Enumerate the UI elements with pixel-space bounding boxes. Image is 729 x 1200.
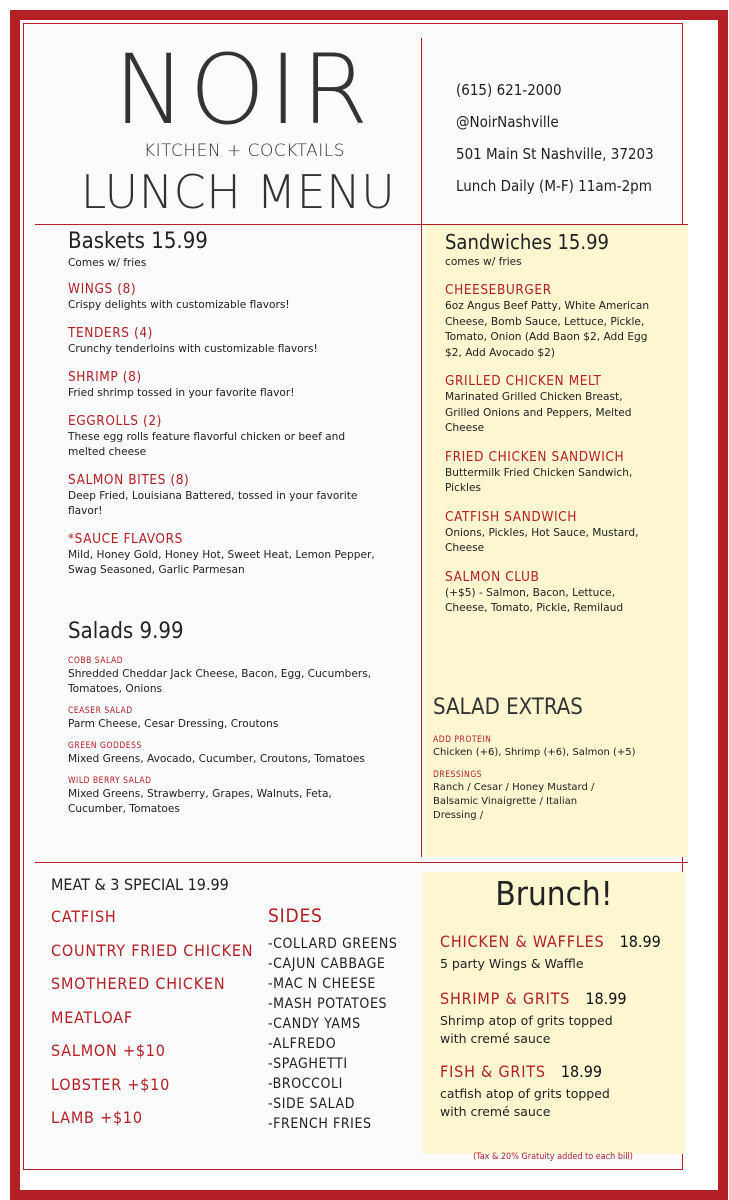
list-item: -CAJUN CABBAGE [268,956,386,972]
list-item [445,282,660,361]
add-protein-label: ADD PROTEIN [433,735,492,745]
item-desc: Shrimp atop of grits topped with cremé sauce [440,1013,613,1046]
item-name: *SAUCE FLAVORS [68,531,183,547]
list-item [445,509,660,557]
salad-extras-section [433,693,673,823]
list-item: -MAC N CHEESE [268,976,376,992]
item-desc: Onions, Pickles, Hot Sauce, Mustard, Cheese [445,526,639,554]
item-desc: Mixed Greens, Strawberry, Grapes, Walnuts, Feta, Cucumber, Tomatoes [68,788,332,815]
list-item [68,741,408,767]
list-item: SALMON +$10 [51,1041,166,1060]
item-name: SALMON CLUB [445,568,540,585]
sandwiches-title: Sandwiches 15.99 [445,230,609,254]
item-name: GREEN GODDESS [68,741,142,751]
salad-extras-title: SALAD EXTRAS [433,695,583,720]
item-desc: Crunchy tenderloins with customizable flavors! [68,343,318,355]
list-item [68,325,408,357]
item-name: EGGROLLS (2) [68,413,162,429]
list-item [440,932,670,973]
item-name: SHRIMP (8) [68,369,142,385]
item-desc: catfish atop of grits topped with cremé sauce [440,1086,610,1119]
brand-logo [108,34,378,146]
item-desc: Marinated Grilled Chicken Breast, Grilled Onions and Peppers, Melted Cheese [445,391,632,434]
item-desc: Fried shrimp tossed in your favorite flavor! [68,387,295,399]
brunch-title: Brunch! [495,874,613,913]
brand-tagline: KITCHEN + COCKTAILS [143,141,346,161]
list-item: -SIDE SALAD [268,1096,356,1112]
item-desc: 6oz Angus Beef Patty, White American Cheese, Bomb Sauce, Lettuce, Pickle, Tomato, Onion (Add Baon $2, Add Egg $2, Add Avocado $2) [445,300,650,359]
contact-address: 501 Main St Nashville, 37203 [456,145,654,163]
contact-phone: (615) 621-2000 [456,81,562,99]
list-item: LOBSTER +$10 [51,1074,171,1094]
meat3-section [51,874,271,1128]
baskets-section [68,228,408,578]
menu-title: LUNCH MENU [80,165,396,219]
dressings-desc: Ranch / Cesar / Honey Mustard / Balsamic Vinaigrette / Italian Dressing / [433,782,595,821]
item-name: CHICKEN & WAFFLES [440,932,605,951]
sandwiches-section [445,229,660,617]
item-desc: 5 party Wings & Waffle [440,956,584,971]
list-item [68,706,408,732]
list-item [68,369,408,401]
list-item [445,569,660,617]
list-item: -SPAGHETTI [268,1056,348,1072]
list-item [68,281,408,313]
item-name: SALMON BITES (8) [68,472,190,488]
item-name: FRIED CHICKEN SANDWICH [445,448,625,465]
item-name: FISH & GRITS [440,1062,546,1081]
item-name: CEASER SALAD [68,706,133,716]
item-desc: Mild, Honey Gold, Honey Hot, Sweet Heat, Lemon Pepper, Swag Seasoned, Garlic Parmesan [68,549,375,576]
list-item: -CANDY YAMS [268,1016,361,1032]
lower-rule [35,862,688,863]
list-item: -BROCCOLI [268,1076,343,1092]
list-item [445,373,660,437]
list-item: -COLLARD GREENS [268,936,398,952]
list-item [68,776,408,817]
footer-note: (Tax & 20% Gratuity added to each bill) [473,1152,633,1162]
item-price: 18.99 [560,1062,603,1081]
meat3-title: MEAT & 3 SPECIAL 19.99 [51,875,229,894]
dressings-label: DRESSINGS [433,770,483,780]
item-name: GRILLED CHICKEN MELT [445,373,602,389]
list-item [68,472,408,519]
item-desc: Parm Cheese, Cesar Dressing, Croutons [68,718,279,730]
list-item: -MASH POTATOES [268,996,388,1012]
list-item [440,989,670,1048]
item-desc: These egg rolls feature flavorful chicken or beef and melted cheese [68,431,346,458]
list-item [68,656,408,697]
middle-divider [421,225,422,857]
list-item: LAMB +$10 [51,1108,143,1127]
item-desc: Buttermilk Fried Chicken Sandwich, Pickles [445,466,633,494]
header-rule [35,224,688,225]
item-desc: Mixed Greens, Avocado, Cucumber, Croutons, Tomatoes [68,753,365,765]
item-name: CATFISH SANDWICH [445,508,577,525]
sides-section [268,904,418,1134]
sandwiches-subtitle: comes w/ fries [445,256,522,268]
list-item: CATFISH [51,907,117,926]
item-price: 18.99 [585,989,627,1008]
salads-section [68,618,408,817]
item-desc: (+$5) - Salmon, Bacon, Lettuce, Cheese, Tomato, Pickle, Remilaud [445,586,624,614]
contact-block [456,74,681,202]
salads-title: Salads 9.99 [68,619,184,644]
brand-name: NOIR [113,34,373,146]
list-item: SMOTHERED CHICKEN [51,974,226,993]
item-name: WINGS (8) [68,281,137,297]
item-name: CHEESEBURGER [445,282,552,298]
baskets-subtitle: Comes w/ fries [68,257,147,269]
list-item [68,413,408,460]
add-protein-desc: Chicken (+6), Shrimp (+6), Salmon (+5) [433,747,636,758]
item-name: TENDERS (4) [68,325,154,341]
list-item: -FRENCH FRIES [268,1116,372,1132]
item-name: SHRIMP & GRITS [440,989,571,1008]
brunch-section [440,932,670,1121]
item-desc: Shredded Cheddar Jack Cheese, Bacon, Egg, Cucumbers, Tomatoes, Onions [68,668,372,695]
item-desc: Deep Fried, Louisiana Battered, tossed in your favorite flavor! [68,490,358,517]
contact-hours: Lunch Daily (M-F) 11am-2pm [456,177,652,195]
item-name: COBB SALAD [68,656,124,666]
list-item [68,531,408,578]
list-item [445,449,660,497]
sides-title: SIDES [268,905,323,927]
header-divider [421,38,422,224]
item-name: WILD BERRY SALAD [68,776,152,786]
list-item: COUNTRY FRIED CHICKEN [51,940,254,960]
list-item: -ALFREDO [268,1036,337,1052]
list-item: MEATLOAF [51,1007,133,1027]
contact-handle: @NoirNashville [456,113,559,131]
list-item [440,1062,670,1121]
baskets-title: Baskets 15.99 [68,229,208,254]
item-desc: Crispy delights with customizable flavors! [68,299,290,311]
item-price: 18.99 [619,932,661,951]
